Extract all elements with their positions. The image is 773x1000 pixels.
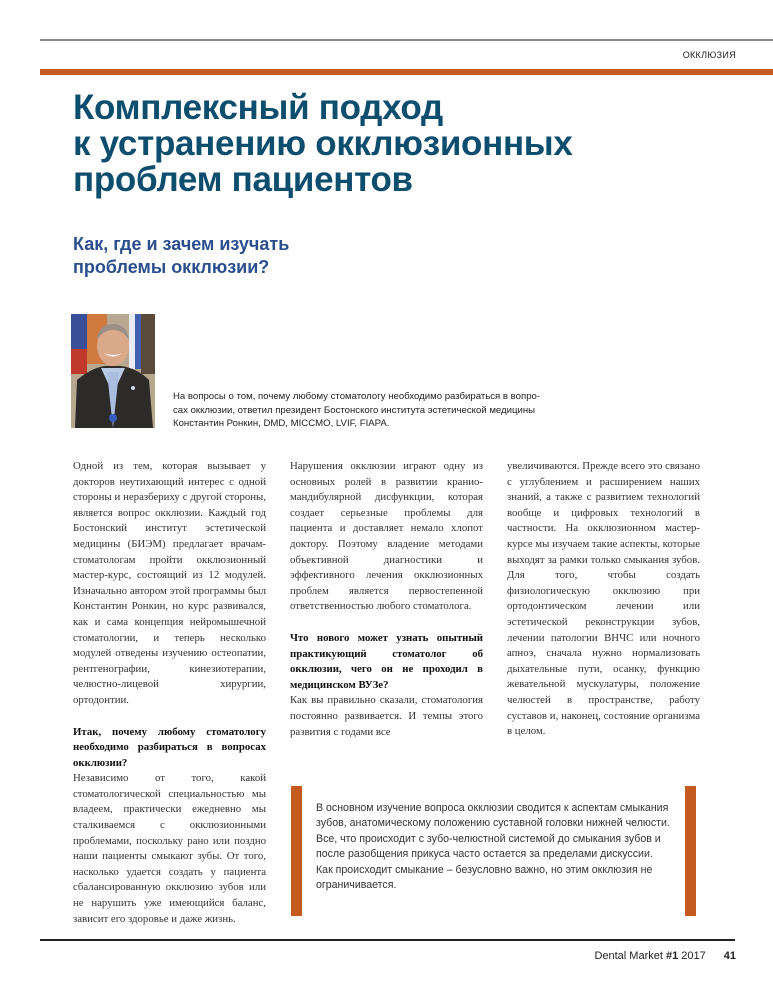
- column-1: [73, 459, 266, 927]
- pull-quote: В основном изучение вопроса окклюзии сводится к аспектам смыкания зубов, анатомическому положению суставной головки нижней челюсти. Все, что происходит с зубо-челюстной системой до смыкания зубов и после разобщения прикуса часто остается за пределами дискуссии. Как происходит смыкание – безусловно важно, но этим окклюзия не ограничивается.: [316, 802, 670, 892]
- intro-line: На вопросы о том, почему любому стоматологу необходимо разбираться в вопро-: [173, 391, 541, 402]
- title-line: к устранению окклюзионных: [73, 124, 573, 163]
- pull-quote-bar-right: [685, 786, 696, 916]
- magazine-name: Dental Market: [594, 950, 666, 962]
- question-heading: Итак, почему любому стоматологу необходимо разбираться в вопросах окклюзии?: [73, 725, 266, 769]
- portrait-photo-icon: [71, 314, 155, 428]
- paragraph: Независимо от того, какой стоматологической специальностью мы владеем, практически ежедневно мы сталкиваемся с окклюзионными проблемами, поскольку рано или поздно наши пациенты смыкают зубы. От того, насколько удается создать у пациента сбалансированную окклюзию зубов или не нарушить уже имеющийся баланс, зависит его здоровье и даже жизнь.: [73, 772, 266, 925]
- top-rule: [40, 39, 773, 41]
- footer: [594, 950, 736, 962]
- issue-year: 2017: [678, 950, 706, 962]
- header-accent-bar: [40, 69, 773, 75]
- page-number: 41: [723, 950, 736, 962]
- column-2: [290, 459, 483, 740]
- pull-quote-bar-left: [291, 786, 302, 916]
- intro-text: [173, 390, 593, 431]
- subtitle-line: Как, где и зачем изучать: [73, 234, 290, 254]
- paragraph: Одной из тем, которая вызывает у докторов неутихающий интерес с одной стороны и неразбериху с другой стороны, является вопрос окклюзии. Каждый год Бостонский институт эстетической медицины (БИЭМ) предлагает врачам-стоматологам пройти окклюзионный мастер-курс, состоящий из 12 модулей. Изначально автором этой программы был Константин Ронкин, но курс развивался, как и сама концепция нейромышечной стоматологии, и теперь несколько модулей отведены изучению остеопатии, рентгенографии, кинезиотерапии, челюстно-лицевой хирургии, ортодонтии.: [73, 460, 266, 706]
- subtitle-line: проблемы окклюзии?: [73, 257, 270, 277]
- section-label: ОККЛЮЗИЯ: [682, 50, 736, 60]
- question-heading: Что нового может узнать опытный практикующий стоматолог об окклюзии, чего он не проходил в медицинском ВУЗе?: [290, 631, 483, 691]
- article-subtitle: [73, 233, 473, 279]
- bottom-rule: [40, 939, 735, 941]
- paragraph: Нарушения окклюзии играют одну из основных ролей в развитии кранио-мандибулярной дисфункции, которая создает серьезные проблемы для пациента и доставляет немало хлопот доктору. Поэтому владение методами объективной диагностики и эффективного лечения окклюзионных проблем является первостепенной ответственностью любого стоматолога.: [290, 460, 483, 613]
- title-line: проблем пациентов: [73, 160, 413, 199]
- title-line: Комплексный подход: [73, 88, 443, 127]
- paragraph: увеличиваются. Прежде всего это связано с углублением и расширением наших знаний, а также с развитием технологий вообще и цифровых технологий в частности. На окклюзионном мастер-курсе мы изучаем такие аспекты, которые выходят за рамки только смыкания зубов. Для того, чтобы создать физиологическую окклюзию при ортодонтическом лечении или эстетической реконструкции зубов, лечении патологии ВНЧС или ночного апноэ, сначала нужно нормализовать дыхательные пути, осанку, функцию жевательной мускулатуры, положение челюстей в пространстве, работу суставов и, наконец, состояние организма в целом.: [507, 460, 701, 738]
- paragraph: Как вы правильно сказали, стоматология постоянно развивается. И темпы этого развития с годами все: [290, 694, 483, 738]
- intro-line: сах окклюзии, ответил президент Бостонского института эстетической медицины: [173, 404, 536, 416]
- issue-number: #1: [665, 950, 679, 962]
- article-title: [73, 90, 713, 198]
- column-3: [507, 459, 700, 740]
- intro-line: Константин Ронкин, DMD, MICCMO, LVIF, FIAPA.: [173, 418, 390, 429]
